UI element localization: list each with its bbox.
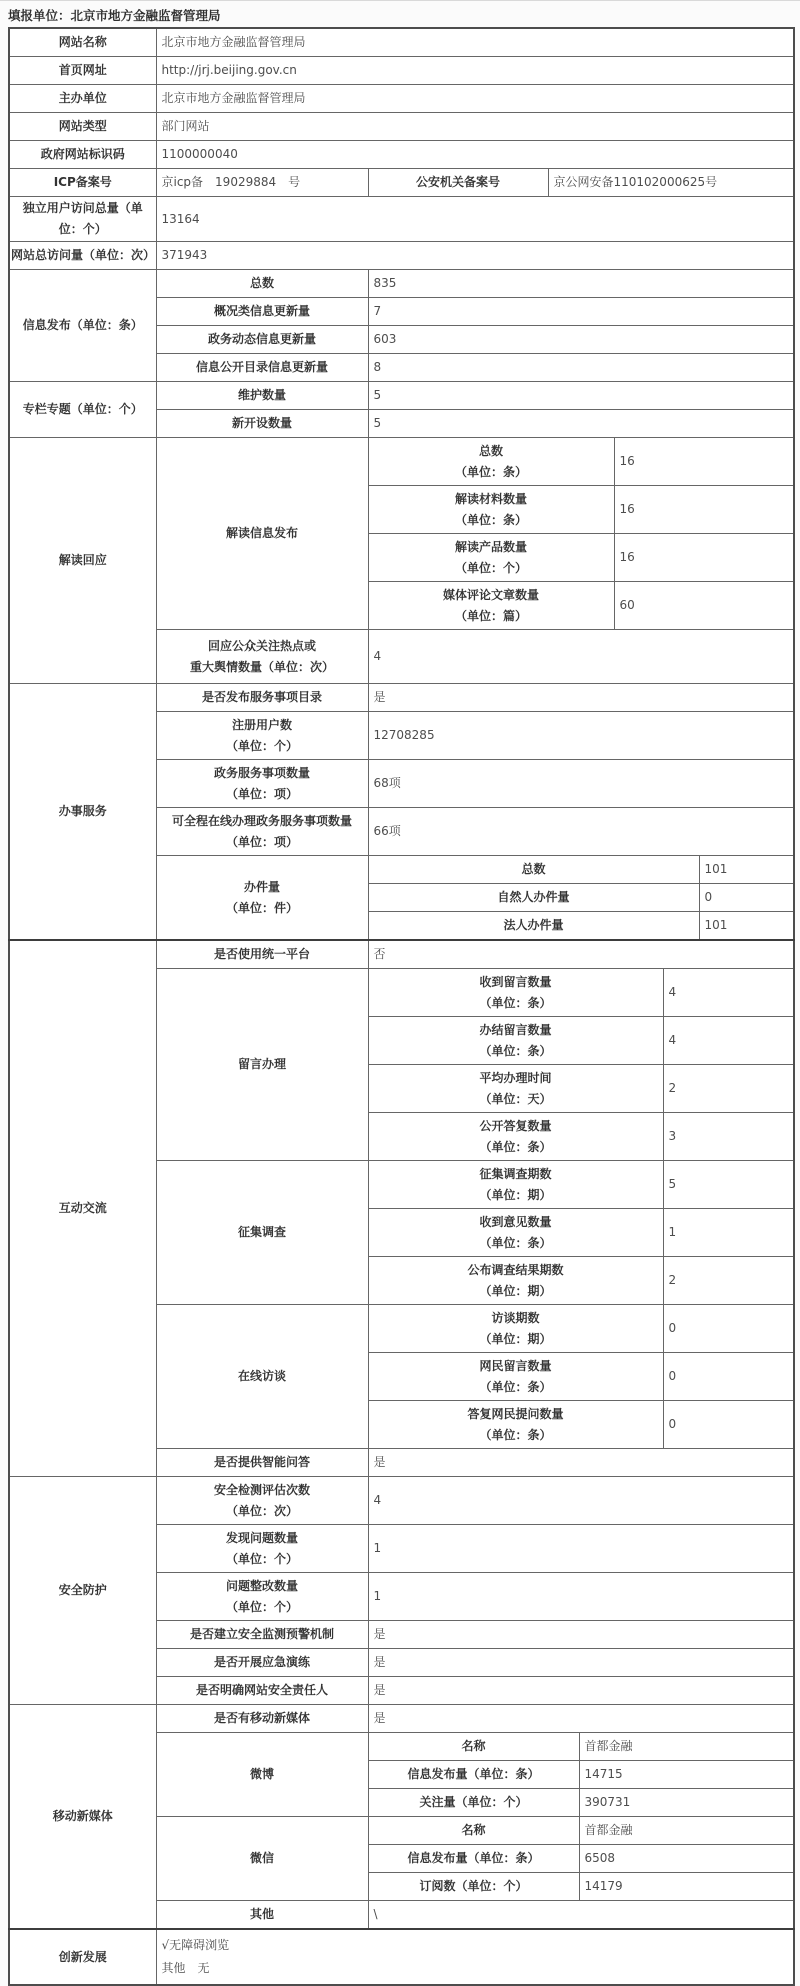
text-line: 否 <box>373 947 386 961</box>
text-line: http://jrj.beijing.gov.cn <box>161 63 297 77</box>
text-line: 访谈期数 <box>491 1310 540 1325</box>
text-line: 8 <box>373 360 382 374</box>
text-line: 是否开展应急演练 <box>213 1655 310 1669</box>
wechat-subs-value <box>579 1873 794 1901</box>
row-homepage-url <box>9 57 794 85</box>
text-line: （单位：条） <box>479 1379 552 1394</box>
text-line: 14179 <box>584 1879 623 1893</box>
media-articles-value <box>614 582 794 630</box>
monitor-warning-label <box>156 1621 368 1649</box>
online-service-items-value <box>368 808 794 856</box>
text-line: 14715 <box>584 1767 623 1781</box>
registered-users-label <box>156 712 368 760</box>
online-service-items-label <box>156 808 368 856</box>
messages-closed-value <box>663 1017 794 1065</box>
text-line: 发现问题数量 <box>225 1530 298 1545</box>
text-line: 是 <box>373 690 386 704</box>
service-catalog-value <box>368 684 794 712</box>
text-line: 首都金融 <box>584 1739 633 1753</box>
wechat-posts-value <box>579 1845 794 1873</box>
service-catalog-label <box>156 684 368 712</box>
text-line: 0 <box>704 890 713 904</box>
text-line: 是否发布服务事项目录 <box>201 690 322 704</box>
row-icp <box>9 169 794 197</box>
text-line: （单位：条） <box>454 464 527 479</box>
total-visits-value <box>156 242 794 270</box>
interpret-total-label <box>368 438 614 486</box>
text-line: 4 <box>373 1493 382 1507</box>
interview-issues-label <box>368 1305 663 1353</box>
security-officer-label <box>156 1677 368 1705</box>
smart-qa-value <box>368 1449 794 1477</box>
media-articles-label <box>368 582 614 630</box>
disclosure-updates-value <box>368 354 794 382</box>
gov-news-updates-value <box>368 326 794 354</box>
text-line: 是 <box>373 1655 386 1669</box>
wechat-name-value <box>579 1817 794 1845</box>
interpret-materials-label <box>368 486 614 534</box>
interpret-publish-label <box>156 438 368 630</box>
row-service-catalog <box>9 684 794 712</box>
registered-users-value <box>368 712 794 760</box>
has-new-media-value <box>368 1705 794 1733</box>
site-type-label <box>9 113 156 141</box>
public-replies-value <box>663 1113 794 1161</box>
netizen-replies-value <box>663 1401 794 1449</box>
text-line: 4 <box>668 985 677 999</box>
text-line: （单位：条） <box>479 995 552 1010</box>
cases-total-label <box>368 856 699 884</box>
text-line: 主办单位 <box>58 91 107 105</box>
text-line: 注册用户数 <box>231 717 292 732</box>
security-checks-label <box>156 1477 368 1525</box>
text-line: 公安机关备案号 <box>415 175 500 189</box>
text-line: 重大舆情数量（单位：次） <box>189 659 334 674</box>
police-record-value <box>548 169 794 197</box>
report-caption: 填报单位：北京市地方金融监督管理局 <box>8 8 221 23</box>
text-line: 安全检测评估次数 <box>213 1482 310 1497</box>
interview-issues-value <box>663 1305 794 1353</box>
text-line: 解读产品数量 <box>454 539 527 554</box>
cases-legal-value <box>699 912 794 941</box>
survey-results-label <box>368 1257 663 1305</box>
text-line: 1 <box>373 1589 382 1603</box>
text-line: 征集调查期数 <box>479 1166 552 1181</box>
avg-handle-time-value <box>663 1065 794 1113</box>
hot-response-label <box>156 630 368 684</box>
text-line: 390731 <box>584 1795 631 1809</box>
monitor-warning-value <box>368 1621 794 1649</box>
text-line: （单位：期） <box>479 1187 552 1202</box>
problems-found-label <box>156 1525 368 1573</box>
text-line: 835 <box>373 276 397 290</box>
text-line: 16 <box>619 550 635 564</box>
cases-total-value <box>699 856 794 884</box>
text-line: （单位：条） <box>479 1427 552 1442</box>
text-line: （单位：篇） <box>454 608 527 623</box>
survey-issues-value <box>663 1161 794 1209</box>
text-line: 7 <box>373 304 382 318</box>
text-line: 5 <box>668 1177 677 1191</box>
text-line: 新开设数量 <box>231 416 292 430</box>
text-line: 收到留言数量 <box>479 974 552 989</box>
text-line: 名称 <box>461 1823 486 1837</box>
text-line: 解读材料数量 <box>454 491 527 506</box>
text-line: \ <box>373 1907 378 1921</box>
text-line: （单位：期） <box>479 1331 552 1346</box>
text-line: 网站总访问量（单位：次） <box>11 248 156 262</box>
text-line: 网站类型 <box>58 119 107 133</box>
avg-handle-time-label <box>368 1065 663 1113</box>
other-media-value <box>368 1901 794 1930</box>
weibo-name-value <box>579 1733 794 1761</box>
text-line: 媒体评论文章数量 <box>442 587 539 602</box>
emergency-drill-label <box>156 1649 368 1677</box>
report-table <box>8 27 795 1986</box>
text-line: 名称 <box>461 1739 486 1753</box>
weibo-followers-label <box>368 1789 579 1817</box>
wechat-subs-label <box>368 1873 579 1901</box>
row-sponsor <box>9 85 794 113</box>
text-line: 安全防护 <box>58 1583 107 1597</box>
text-line: 其他 <box>249 1907 274 1921</box>
text-line: 1100000040 <box>161 147 238 161</box>
text-line: 603 <box>373 332 397 346</box>
opinions-received-label <box>368 1209 663 1257</box>
text-line: 创新发展 <box>58 1949 107 1964</box>
columns-new-label <box>156 410 368 438</box>
text-line: （单位：条） <box>454 512 527 527</box>
problems-found-value <box>368 1525 794 1573</box>
text-line: 1 <box>668 1225 677 1239</box>
text-line: 是 <box>373 1711 386 1725</box>
row-unique-visitors <box>9 197 794 242</box>
cases-legal-label <box>368 912 699 941</box>
overview-updates-label <box>156 298 368 326</box>
text-line: 16 <box>619 502 635 516</box>
problems-fixed-label <box>156 1573 368 1621</box>
messages-received-label <box>368 969 663 1017</box>
info-total-label <box>156 270 368 298</box>
text-line: 首页网址 <box>58 63 107 77</box>
gov-news-updates-label <box>156 326 368 354</box>
text-line: （单位：个） <box>225 1599 298 1614</box>
hot-response-value <box>368 630 794 684</box>
text-line: 回应公众关注热点或 <box>207 638 316 653</box>
text-line: 信息公开目录信息更新量 <box>195 360 328 374</box>
text-line: 总数 <box>478 443 503 458</box>
messages-received-value <box>663 969 794 1017</box>
text-line: （单位：条） <box>479 1235 552 1250</box>
netizen-replies-label <box>368 1401 663 1449</box>
opinions-received-value <box>663 1209 794 1257</box>
text-line: 2 <box>668 1273 677 1287</box>
disclosure-updates-label <box>156 354 368 382</box>
text-line: 京公网安备110102000625号 <box>553 175 718 189</box>
text-line: 网站名称 <box>58 35 107 49</box>
text-line: 订阅数（单位：个） <box>419 1879 528 1893</box>
row-site-type <box>9 113 794 141</box>
row-info-pub-total <box>9 270 794 298</box>
text-line: 自然人办件量 <box>497 890 570 904</box>
weibo-label <box>156 1733 368 1817</box>
cases-natural-value <box>699 884 794 912</box>
text-line: 关注量（单位：个） <box>419 1795 528 1809</box>
text-line: 0 <box>668 1417 677 1431</box>
section-interpret-response <box>9 438 156 684</box>
text-line: 移动新媒体 <box>52 1809 113 1823</box>
unified-platform-value <box>368 940 794 969</box>
public-replies-label <box>368 1113 663 1161</box>
section-interaction <box>9 940 156 1477</box>
text-line: 互动交流 <box>58 1201 107 1215</box>
report-body <box>9 28 794 1985</box>
text-line: 371943 <box>161 248 208 262</box>
police-record-label <box>368 169 548 197</box>
info-total-value <box>368 270 794 298</box>
text-line: 专栏专题（单位：个） <box>22 402 143 416</box>
text-line: 留言办理 <box>237 1057 286 1071</box>
text-line: 是 <box>373 1455 386 1469</box>
text-line: 68项 <box>373 776 401 790</box>
text-line: 征集调查 <box>237 1225 286 1239</box>
text-line: 信息发布量（单位：条） <box>407 1851 540 1865</box>
messages-closed-label <box>368 1017 663 1065</box>
service-items-label <box>156 760 368 808</box>
unique-visitors-label <box>9 197 156 242</box>
text-line: 可全程在线办理政务服务事项数量 <box>171 813 352 828</box>
site-type-value <box>156 113 794 141</box>
text-line: 3 <box>668 1129 677 1143</box>
survey-results-value <box>663 1257 794 1305</box>
text-line: （单位：项） <box>225 786 298 801</box>
survey-label <box>156 1161 368 1305</box>
text-line: 6508 <box>584 1851 616 1865</box>
wechat-label <box>156 1817 368 1901</box>
text-line: 是否使用统一平台 <box>213 947 310 961</box>
has-new-media-label <box>156 1705 368 1733</box>
text-line: （单位：项） <box>225 834 298 849</box>
row-site-code <box>9 141 794 169</box>
text-line: 是否明确网站安全责任人 <box>195 1683 328 1697</box>
text-line: （单位：件） <box>225 900 298 915</box>
text-line: 政务动态信息更新量 <box>207 332 316 346</box>
interpret-total-value <box>614 438 794 486</box>
row-total-visits <box>9 242 794 270</box>
text-line: （单位：期） <box>479 1283 552 1298</box>
row-site-name <box>9 28 794 57</box>
text-line: 办结留言数量 <box>479 1022 552 1037</box>
text-line: 北京市地方金融监督管理局 <box>161 91 306 105</box>
section-special-columns <box>9 382 156 438</box>
text-line: 概况类信息更新量 <box>213 304 310 318</box>
row-innovation <box>9 1929 794 1985</box>
text-line: 公布调查结果期数 <box>467 1262 564 1277</box>
homepage-url-label <box>9 57 156 85</box>
text-line: 独立用户访问总量（单位：个） <box>22 201 143 236</box>
section-info-publish <box>9 270 156 382</box>
cases-label <box>156 856 368 941</box>
section-mobile-media <box>9 1705 156 1930</box>
text-line: 法人办件量 <box>503 918 564 932</box>
site-name-label <box>9 28 156 57</box>
text-line: 13164 <box>161 211 200 226</box>
cases-natural-label <box>368 884 699 912</box>
survey-issues-label <box>368 1161 663 1209</box>
text-line: 101 <box>704 862 728 876</box>
interpret-products-label <box>368 534 614 582</box>
wechat-name-label <box>368 1817 579 1845</box>
weibo-posts-label <box>368 1761 579 1789</box>
text-line: （单位：次） <box>225 1503 298 1518</box>
row-security-checks <box>9 1477 794 1525</box>
row-columns-maintained <box>9 382 794 410</box>
columns-new-value <box>368 410 794 438</box>
netizen-messages-label <box>368 1353 663 1401</box>
text-line: （单位：条） <box>479 1043 552 1058</box>
text-line: 维护数量 <box>237 388 286 402</box>
text-line: 是否有移动新媒体 <box>213 1711 310 1725</box>
weibo-posts-value <box>579 1761 794 1789</box>
text-line: 其他 无 <box>161 1961 210 1975</box>
text-line: 京icp备 19029884 号 <box>161 175 301 189</box>
text-line: 平均办理时间 <box>479 1070 552 1085</box>
text-line: 公开答复数量 <box>479 1118 552 1133</box>
row-interpret-total <box>9 438 794 486</box>
security-officer-value <box>368 1677 794 1705</box>
columns-maintained-label <box>156 382 368 410</box>
text-line: 是 <box>373 1683 386 1697</box>
overview-updates-value <box>368 298 794 326</box>
problems-fixed-value <box>368 1573 794 1621</box>
total-visits-label <box>9 242 156 270</box>
section-services <box>9 684 156 941</box>
text-line: 1 <box>373 1541 382 1555</box>
weibo-followers-value <box>579 1789 794 1817</box>
text-line: 微博 <box>249 1767 274 1781</box>
text-line: 60 <box>619 598 635 612</box>
unified-platform-label <box>156 940 368 969</box>
site-code-value <box>156 141 794 169</box>
icp-label <box>9 169 156 197</box>
text-line: 0 <box>668 1321 677 1335</box>
text-line: 办事服务 <box>58 804 107 818</box>
text-line: 问题整改数量 <box>225 1578 298 1593</box>
site-name-value <box>156 28 794 57</box>
text-line: 办件量 <box>243 879 280 894</box>
text-line: 政务服务事项数量 <box>213 765 310 780</box>
text-line: 网民留言数量 <box>479 1358 552 1373</box>
text-line: 北京市地方金融监督管理局 <box>161 35 306 49</box>
text-line: 总数 <box>521 862 546 876</box>
interpret-materials-value <box>614 486 794 534</box>
text-line: 解读回应 <box>58 553 107 567</box>
text-line: ICP备案号 <box>53 175 112 189</box>
text-line: 信息发布（单位：条） <box>22 318 143 332</box>
text-line: 5 <box>373 416 382 430</box>
text-line: 答复网民提问数量 <box>467 1406 564 1421</box>
wechat-posts-label <box>368 1845 579 1873</box>
text-line: 5 <box>373 388 382 402</box>
text-line: 微信 <box>249 1851 274 1865</box>
text-line: 在线访谈 <box>237 1369 286 1383</box>
section-innovation <box>9 1929 156 1985</box>
text-line: 是否建立安全监测预警机制 <box>189 1627 334 1641</box>
homepage-url-value <box>156 57 794 85</box>
text-line: 部门网站 <box>161 119 210 133</box>
text-line: 2 <box>668 1081 677 1095</box>
text-line: 4 <box>668 1033 677 1047</box>
section-security <box>9 1477 156 1705</box>
text-line: 是 <box>373 1627 386 1641</box>
icp-value <box>156 169 368 197</box>
text-line: （单位：个） <box>225 1551 298 1566</box>
text-line: 收到意见数量 <box>479 1214 552 1229</box>
text-line: 0 <box>668 1369 677 1383</box>
netizen-messages-value <box>663 1353 794 1401</box>
text-line: （单位：个） <box>454 560 527 575</box>
text-line: 101 <box>704 918 728 932</box>
weibo-name-label <box>368 1733 579 1761</box>
text-line: 政府网站标识码 <box>40 147 125 161</box>
sponsor-label <box>9 85 156 113</box>
text-line: 解读信息发布 <box>225 526 298 540</box>
other-media-label <box>156 1901 368 1930</box>
text-line: 4 <box>373 649 382 663</box>
innovation-value <box>156 1929 794 1985</box>
interpret-products-value <box>614 534 794 582</box>
text-line: 总数 <box>249 276 274 290</box>
message-handling-label <box>156 969 368 1161</box>
row-unified-platform <box>9 940 794 969</box>
text-line: 66项 <box>373 824 401 838</box>
unique-visitors-value <box>156 197 794 242</box>
text-line: 12708285 <box>373 728 435 742</box>
sponsor-value <box>156 85 794 113</box>
text-line: （单位：天） <box>479 1091 552 1106</box>
text-line: 信息发布量（单位：条） <box>407 1767 540 1781</box>
text-line: √无障碍浏览 <box>161 1938 230 1952</box>
security-checks-value <box>368 1477 794 1525</box>
site-code-label <box>9 141 156 169</box>
text-line: 16 <box>619 454 635 468</box>
interview-label <box>156 1305 368 1449</box>
columns-maintained-value <box>368 382 794 410</box>
text-line: 是否提供智能问答 <box>213 1455 310 1469</box>
service-items-value <box>368 760 794 808</box>
row-has-new-media <box>9 1705 794 1733</box>
smart-qa-label <box>156 1449 368 1477</box>
text-line: 首都金融 <box>584 1823 633 1837</box>
text-line: （单位：个） <box>225 738 298 753</box>
text-line: （单位：条） <box>479 1139 552 1154</box>
emergency-drill-value <box>368 1649 794 1677</box>
